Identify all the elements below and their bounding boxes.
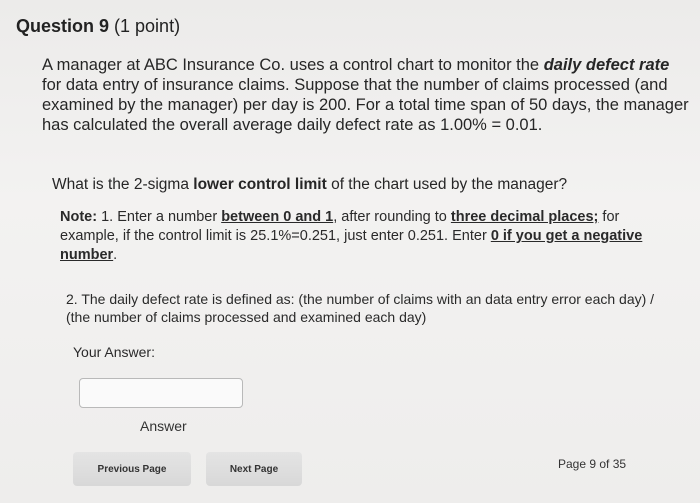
next-page-button[interactable]: Next Page — [206, 452, 302, 486]
question-text-emphasis: daily defect rate — [543, 56, 670, 74]
question-title — [16, 16, 180, 37]
note-text-4: . — [113, 247, 118, 263]
your-answer-heading: Your Answer: — [73, 344, 155, 360]
note-underline-2: three decimal places; — [450, 209, 599, 225]
note-1 — [60, 208, 680, 265]
note-text-3: for example, if the control limit is 25.1%=0.251, just enter 0.251. Enter — [60, 209, 620, 244]
question-text-part1: A manager at ABC Insurance Co. uses a control chart to monitor the — [42, 56, 544, 74]
page-counter: Page 9 of 35 — [558, 457, 627, 471]
question-text-part2: for data entry of insurance claims. Suppose that the number of claims processed (and examined by the manager) per day is 200. For a total time span of 50 days, the manager has calculated the overall average daily defect rate as 1.00% = 0.01. — [42, 76, 689, 134]
prompt-bold: lower control limit — [193, 176, 327, 193]
prompt-part2: of the chart used by the manager? — [326, 176, 568, 193]
question-text — [42, 55, 692, 135]
note-underline-3: 0 if you get a negative number — [60, 228, 643, 263]
previous-page-button[interactable]: Previous Page — [73, 452, 191, 486]
prompt-part1: What is the 2-sigma — [52, 176, 194, 193]
note-text-1: 1. Enter a number — [97, 209, 222, 225]
note-2: 2. The daily defect rate is defined as: (the number of claims with an data entry error each day) / (the number of claims processed and examined each day) — [66, 291, 655, 325]
note-text-2: , after rounding to — [333, 209, 451, 225]
answer-label: Answer — [140, 418, 187, 434]
question-prompt — [52, 176, 682, 194]
question-number: Question 9 — [16, 16, 110, 36]
note-label: Note: — [60, 209, 98, 225]
answer-input[interactable] — [79, 378, 243, 408]
question-points: (1 point) — [114, 16, 181, 36]
note-underline-1: between 0 and 1 — [221, 209, 334, 225]
